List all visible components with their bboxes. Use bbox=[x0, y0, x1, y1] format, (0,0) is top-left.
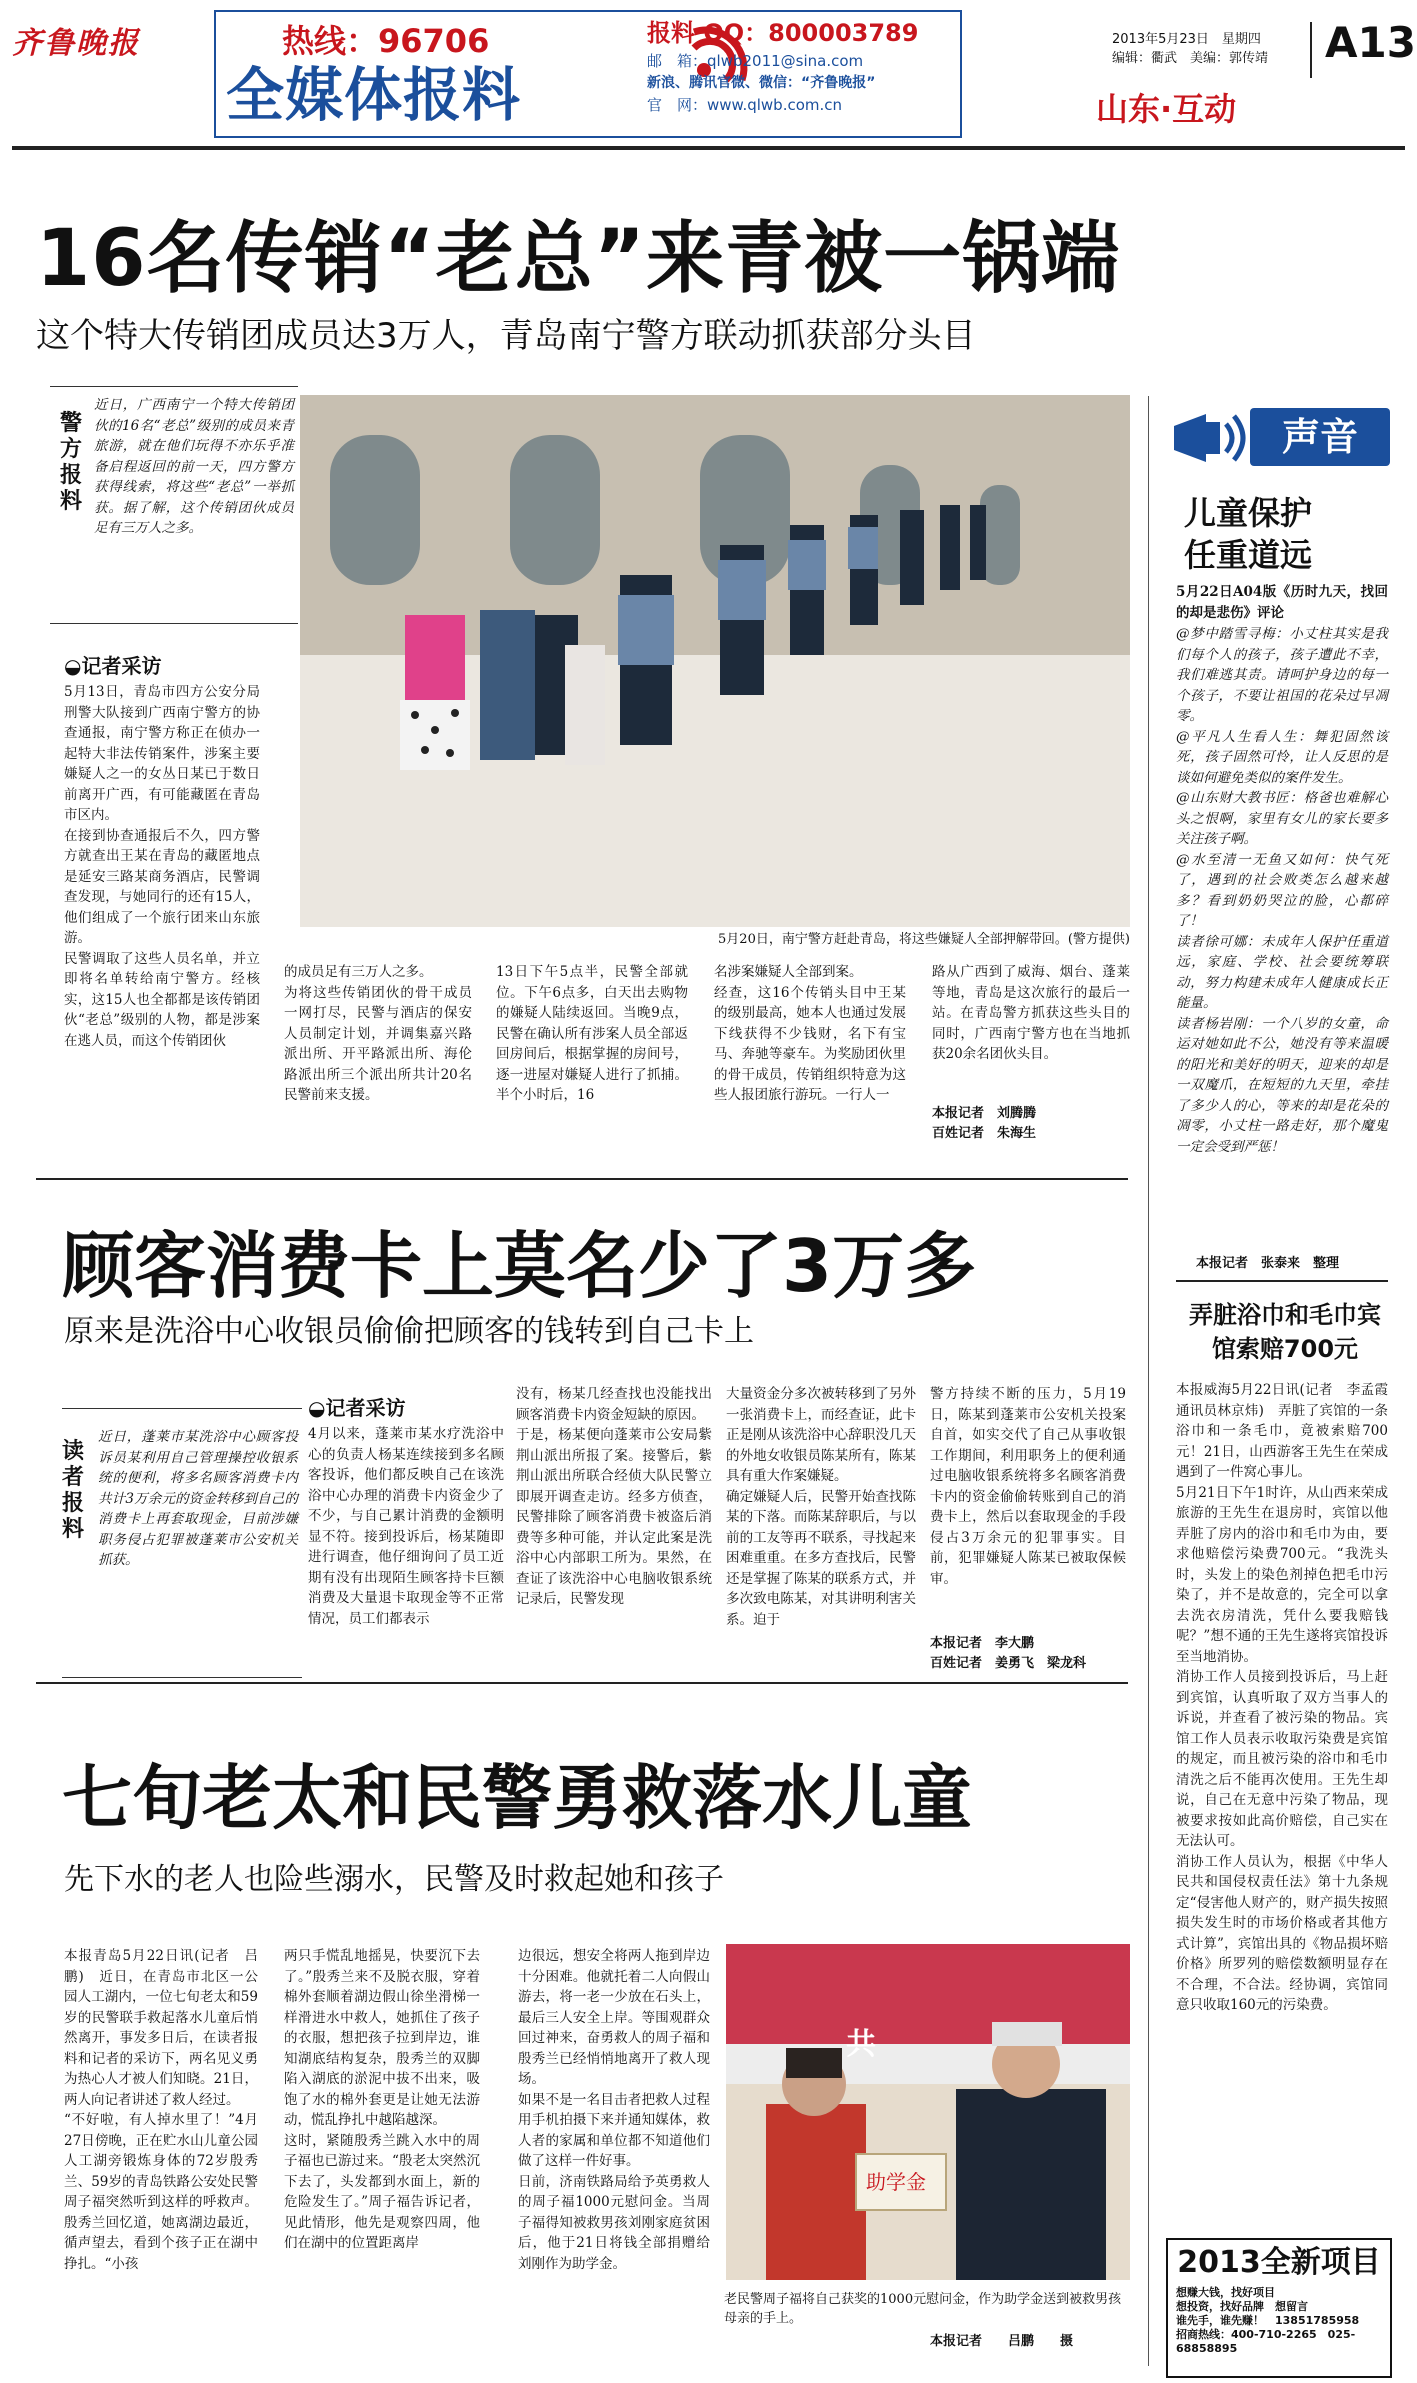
story3-photo bbox=[726, 1944, 1130, 2280]
ad-line2: 想投资，找好品牌 bbox=[1176, 2300, 1264, 2313]
sidebar-story-headline: 弄脏浴巾和毛巾宾馆索赔700元 bbox=[1189, 1301, 1381, 1363]
hotline-right bbox=[621, 16, 956, 134]
hotline-slogan: 全媒体报料 bbox=[226, 61, 522, 129]
story3-photo-credit: 本报记者 吕鹏 摄 bbox=[930, 2334, 1074, 2349]
story1-credit2: 百姓记者 朱海生 bbox=[932, 1126, 1037, 1141]
ad-line3: 想留言 bbox=[1275, 2300, 1308, 2313]
story3-photo-banner-text: 共 bbox=[846, 2027, 876, 2062]
ad-phone2: 025-68858895 bbox=[1176, 2328, 1356, 2355]
story2-headline: 顾客消费卡上莫名少了3万多 bbox=[62, 1224, 977, 1308]
story2-byline: ◒记者采访 bbox=[308, 1396, 406, 1420]
story1-col1: 5月13日，青岛市四方公安分局刑警大队接到广西南宁警方的协查通报，南宁警方称正在侦办一起特大非法传销案件，涉案主要嫌疑人之一的女丛日某已于数日前离开广西，有可能藏匿在青岛市区内。 在接到协查通报后不久，四方警方就查出王某在青岛的藏匿地点是延安三路某商务酒店，民警调查发现，与她同行的还有15人，他们组成了一个旅行团来山东旅游。 民警调取了这些人员名单，并立即将名单转给南宁警方。经核实，这15人也全都都是该传销团伙“老总”级别的人物，都是涉案在逃人员，而这个传销团伙 bbox=[64, 684, 260, 1049]
ad-line1: 想赚大钱，找好项目 bbox=[1176, 2286, 1275, 2299]
section-name: 山东·互动 bbox=[1096, 90, 1237, 128]
paper-logo bbox=[12, 18, 172, 68]
story1-col5: 路从广西到了威海、烟台、蓬莱等地，青岛是这次旅行的最后一站。在青岛警方抓获这些头目的同时，广西南宁警方也在当地抓获20余名团伙头目。 bbox=[932, 964, 1130, 1062]
ad-hotline-label: 招商热线： bbox=[1176, 2328, 1231, 2341]
voice-header-text: 声音 bbox=[1250, 408, 1390, 466]
issue-weekday: 星期四 bbox=[1221, 32, 1261, 47]
story2-intro: 近日，蓬莱市某洗浴中心顾客投诉员某利用自己管理操控收银系统的便利，将多名顾客消费卡内共计3万余元的资金转移到自己的消费卡上再套取现金，目前涉嫌职务侵占犯罪被蓬莱市公安机关抓获。 bbox=[98, 1429, 298, 1568]
story1-byline: ◒记者采访 bbox=[64, 654, 162, 678]
hotline-left bbox=[226, 16, 606, 134]
story2-tag: 读者报料 bbox=[62, 1439, 85, 1542]
story1-tag-box bbox=[50, 386, 298, 624]
voice-credit: 本报记者 张泰来 整理 bbox=[1196, 1256, 1340, 1271]
story2-col1: 4月以来，蓬莱市某水疗洗浴中心的负责人杨某连续接到多名顾客投诉，他们都反映自己在该洗浴中心办理的消费卡内资金少了不少，与自己累计消费的金额明显不符。接到投诉后，杨某随即进行调查，他仔细询问了员工近期有没有出现陌生顾客持卡巨额消费及大量退卡取现金等不正常情况，员工们都表示 bbox=[308, 1426, 504, 1627]
email-label: 邮 箱： bbox=[647, 52, 708, 70]
story3-subhead: 先下水的老人也险些溺水，民警及时救起她和孩子 bbox=[64, 1862, 724, 1897]
story1-col3: 13日下午5点半，民警全部就位。下午6点多，白天出去购物的嫌疑人陆续返回。当晚9点，民警在确认所有涉案人员全部返回房间后，根据掌握的房间号，逐一进屋对嫌疑人进行了抓捕。半个小时后，16 bbox=[496, 964, 688, 1103]
story2-subhead: 原来是洗浴中心收银员偷偷把顾客的钱转到自己卡上 bbox=[64, 1314, 754, 1349]
story3-col1: 本报青岛5月22日讯(记者 吕鹏) 近日，在青岛市北区一公园人工湖内，一位七旬老太和59岁的民警联手救起落水儿童后悄然离开，事发多日后，在读者报料和记者的采访下，两名见义勇为热心人才被人们知晓。21日，两人向记者讲述了救人经过。 “不好啦，有人掉水里了！”4月27日傍晚，正在贮水山儿童公园人工湖旁锻炼身体的72岁殷秀兰、59岁的青岛铁路公安处民警周子福突然听到这样的呼救声。殷秀兰回忆道，她离湖边最近，循声望去，看到个孩子正在湖中挣扎。“小孩 bbox=[64, 1948, 258, 2272]
qq-line: 报料 QQ：800003789 bbox=[647, 19, 919, 47]
story2-tag-box bbox=[62, 1408, 302, 1678]
story2-col3: 大量资金分多次被转移到了另外一张消费卡上，而经查证，此卡正是刚从该洗浴中心辞职没几天的外地女收银员陈某所有，陈某具有重大作案嫌疑。 确定嫌疑人后，民警开始查找陈某的下落。而陈某辞职后，与以前的工友等再不联系，寻找起来困难重重。在多方查找后，民警还是掌握了陈某的联系方式，并多次致电陈某，对其讲明利害关系。迫于 bbox=[726, 1386, 916, 1628]
weibo-line: 新浪、腾讯官微、微信：“齐鲁晚报” bbox=[647, 75, 876, 91]
hotline-banner bbox=[214, 10, 962, 138]
voice-header bbox=[1168, 404, 1390, 472]
ad-box bbox=[1166, 2238, 1392, 2378]
sidebar-story-body: 本报威海5月22日讯(记者 李孟霞 通讯员林京炜) 弄脏了宾馆的一条浴巾和一条毛巾，竟被索赔700元！21日，山西游客王先生在荣成遇到了一件窝心事儿。 5月21日下午1时许，从山西来荣成旅游的王先生在退房时，宾馆以他弄脏了房内的浴巾和毛巾为由，要求他赔偿污染费700元。“我洗头时，头发上的染色剂掉色把毛巾污染了，并不是故意的，完全可以拿去洗衣房清洗，凭什么要我赔钱呢？”想不通的王先生遂将宾馆投诉至当地消协。 消协工作人员接到投诉后，马上赶到宾馆，认真听取了双方当事人的诉说，并查看了被污染的物品。宾馆工作人员表示收取污染费是宾馆的规定，而且被污染的浴巾和毛巾清洗之后不能再次使用。王先生却说，自己在无意中污染了物品，现被要求按如此高价赔偿，自己实在无法认可。 消协工作人员认为，根据《中华人民共和国侵权责任法》第十九条规定“侵害他人财产的，财产损失按照损失发生时的市场价格或者其他方式计算”，宾馆出具的《物品损坏赔价格》所罗列的赔偿数额明显存在不合理，不合法。经协调，宾馆同意只收取160元的污染费。 bbox=[1176, 1382, 1388, 2013]
story3-photo-board-text: 助学金 bbox=[866, 2170, 926, 2194]
email-value: qlwb2011@sina.com bbox=[707, 52, 864, 70]
story1-col2: 的成员足有三万人之多。 为将这些传销团伙的骨干成员一网打尽，民警与酒店的保安人员制定计划，并调集嘉兴路派出所、开平路派出所、海伦路派出所三个派出所共计20名民警前来支援。 bbox=[284, 964, 472, 1103]
web-label: 官 网： bbox=[647, 96, 708, 114]
story1-photo-caption: 5月20日，南宁警方赶赴青岛，将这些嫌疑人全部押解带回。(警方提供) bbox=[718, 932, 1130, 947]
edition-info bbox=[1112, 30, 1302, 68]
page-number: A13 bbox=[1325, 18, 1416, 67]
story3-headline: 七旬老太和民警勇救落水儿童 bbox=[62, 1757, 972, 1839]
story1-credit1: 本报记者 刘腾腾 bbox=[932, 1106, 1037, 1121]
issue-date: 2013年5月23日 bbox=[1112, 32, 1209, 47]
story1-col4: 名涉案嫌疑人全部到案。 经查，这16个传销头目中王某的级别最高，她本人也通过发展下线获得不少钱财，名下有宝马、奔驰等豪车。为奖励团伙里的骨干成员，传销组织特意为这些人报团旅行游玩。一行人一 bbox=[714, 964, 906, 1103]
ad-mobile: 13851785958 bbox=[1275, 2314, 1360, 2327]
story2-col2: 没有，杨某几经查找也没能找出顾客消费卡内资金短缺的原因。 于是，杨某便向蓬莱市公安局紫荆山派出所报了案。接警后，紫荆山派出所联合经侦大队民警立即展开调查走访。经多方侦查，民警排除了顾客消费卡被盗后消费等多种可能，并认定此案是洗浴中心内部职工所为。果然，在查证了该洗浴中心电脑收银系统记录后，民警发现 bbox=[516, 1386, 712, 1607]
voice-title: 儿童保护任重道远 bbox=[1184, 494, 1313, 574]
voice-intro: 5月22日A04版《历时九天，找回的却是悲伤》评论 bbox=[1176, 584, 1388, 621]
editor-credit: 编辑：衢武 bbox=[1112, 51, 1178, 66]
ad-title: 2013全新项目 bbox=[1177, 2245, 1381, 2280]
story1-byline-text: 记者采访 bbox=[81, 654, 162, 678]
story2-credit2: 百姓记者 姜勇飞 梁龙科 bbox=[930, 1656, 1087, 1671]
paper-logo-text: 齐鲁晚报 bbox=[12, 26, 140, 61]
story3-photo-caption: 老民警周子福将自己获奖的1000元慰问金，作为助学金送到被救男孩母亲的手上。 bbox=[724, 2292, 1122, 2326]
ad-phone1: 400-710-2265 bbox=[1231, 2328, 1317, 2341]
story3-col2: 两只手慌乱地摇晃，快要沉下去了。”殷秀兰来不及脱衣服，穿着棉外套顺着湖边假山徐坐滑梯一样滑进水中救人，她抓住了孩子的衣服，想把孩子拉到岸边，谁知湖底结构复杂，殷秀兰的双脚陷入湖底的淤泥中拔不出来，吸饱了水的棉外套更是让她无法游动，慌乱挣扎中越陷越深。 这时，紧随殷秀兰跳入水中的周子福也已游过来。“殷老太突然沉下去了，头发都到水面上，新的危险发生了。”周子福告诉记者，见此情形，他先是观察四周，他们在湖中的位置距离岸 bbox=[284, 1948, 480, 2251]
art-editor-credit: 美编：郭传靖 bbox=[1190, 51, 1269, 66]
story1-subhead: 这个特大传销团成员达3万人，青岛南宁警方联动抓获部分头目 bbox=[36, 316, 976, 356]
story2-credit1: 本报记者 李大鹏 bbox=[930, 1636, 1035, 1651]
story2-byline-text: 记者采访 bbox=[325, 1396, 406, 1420]
hotline-number: 热线：96706 bbox=[282, 22, 490, 60]
web-value: www.qlwb.com.cn bbox=[707, 96, 843, 114]
svg-text:助学金 bbox=[866, 2170, 926, 2194]
svg-text:共 bbox=[846, 2027, 876, 2062]
megaphone-icon bbox=[1168, 404, 1252, 472]
story2-col4: 警方持续不断的压力，5月19日，陈某到蓬莱市公安机关投案自首，如实交代了自己从事收银工作期间，利用职务上的便利通过电脑收银系统将多名顾客消费卡内的资金偷偷转账到自己的消费卡上，然后以套取现金的手段侵占3万余元的犯罪事实。目前，犯罪嫌疑人陈某已被取保候审。 bbox=[930, 1386, 1126, 1587]
story1-intro: 近日，广西南宁一个特大传销团伙的16名“老总”级别的成员来青旅游，就在他们玩得不亦乐乎准备启程返回的前一天，四方警方获得线索，将这些“老总”一举抓获。据了解，这个传销团伙成员足有三万人之多。 bbox=[94, 397, 294, 536]
story1-photo bbox=[300, 395, 1130, 927]
story3-col3: 边很远，想安全将两人拖到岸边十分困难。他就托着二人向假山游去，将一老一少放在石头上，最后三人安全上岸。等围观群众回过神来，奋勇救人的周子福和殷秀兰已经悄悄地离开了救人现场。 如果不是一名目击者把救人过程用手机拍摄下来并通知媒体，救人者的家属和单位都不知道他们做了这样一件好事。 日前，济南铁路局给予英勇救人的周子福1000元慰问金。当周子福得知被救男孩刘刚家庭贫困后，他于21日将钱全部捐赠给刘刚作为助学金。 bbox=[518, 1948, 710, 2272]
ad-line4: 谁先手，谁先赚！ bbox=[1176, 2314, 1264, 2327]
voice-body: @梦中踏雪寻梅：小丈柱其实是我们每个人的孩子，孩子遭此不幸，我们难逃其责。请呵护身边的每一个孩子，不要让祖国的花朵过早凋零。 @平凡人生看人生：舞犯固然该死，孩子固然可怜，让人反思的是谈如何避免类似的案件发生。 @山东财大教书匠：格爸也难解心头之恨啊，家里有女儿的家长要多关注孩子啊。 @水至清一无鱼又如何：快气死了，遇到的社会败类怎么越来越多？看到奶奶哭泣的脸，心都碎了！ 读者徐可娜：未成年人保护任重道远，家庭、学校、社会要统筹联动，努力构建未成年人健康成长正能量。 读者杨岩刚：一个八岁的女童，命运对她如此不公，她没有等来温暖的阳光和美好的明天，迎来的却是一双魔爪，在短短的九天里，牵挂了多少人的心，等来的却是花朵的凋零，小丈柱一路走好，那个魔鬼一定会受到严惩！ bbox=[1176, 626, 1388, 1155]
story1-tag: 警方报料 bbox=[60, 411, 83, 514]
story1-headline: 16名传销“老总”来青被一锅端 bbox=[36, 214, 1121, 304]
